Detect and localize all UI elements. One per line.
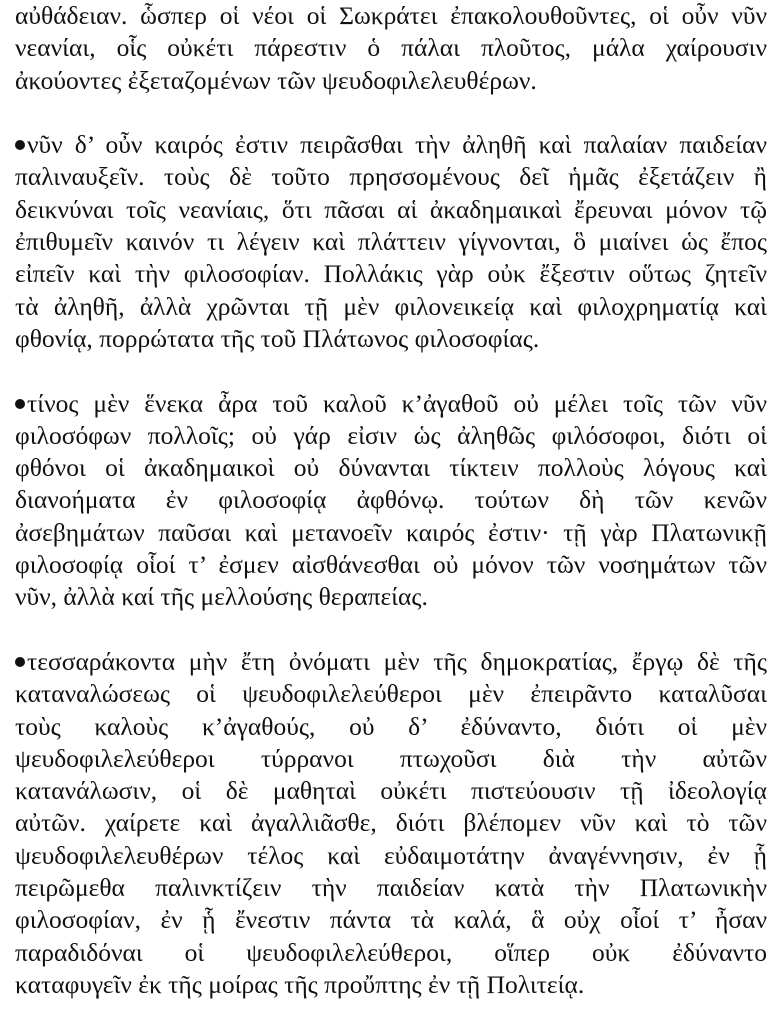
- paragraph-bullet-2: [15, 388, 767, 614]
- text-line: φιλοσοφίαν, ἐν ᾗ ἔνεστιν πάντα τὰ καλά, ἃ οὐχ οἷοί τ’ ἦσαν: [15, 905, 767, 935]
- text-line-content: νῦν δ’ οὖν καιρός ἐστιν πειρᾶσθαι τὴν ἀληθῆ καὶ παλαίαν παιδείαν: [27, 130, 767, 160]
- text-line: φθόνοι οἱ ἀκαδημαικοὶ οὐ δύνανται τίκτειν πολλοὺς λόγους καὶ: [15, 453, 767, 483]
- text-line-content: τεσσαράκοντα μὴν ἔτη ὀνόματι μὲν τῆς δημοκρατίας, ἔργῳ δὲ τῆς: [27, 646, 767, 676]
- text-line: πειρῶμεθα παλινκτίζειν τὴν παιδείαν κατὰ τὴν Πλατωνικὴν: [15, 873, 767, 903]
- text-line-content: τίνος μὲν ἕνεκα ἆρα τοῦ καλοῦ κ’ἀγαθοῦ οὐ μέλει τοῖς τῶν νῦν: [27, 388, 767, 418]
- text-line: αὐτῶν. χαίρετε καὶ ἀγαλλιᾶσθε, διότι βλέπομεν νῦν καὶ τὸ τῶν: [15, 808, 767, 838]
- text-line: [15, 646, 767, 678]
- text-line: ψευδοφιλελευθέρων τέλος καὶ εὐδαιμοτάτην ἀναγέννησιν, ἐν ᾗ: [15, 840, 767, 870]
- text-line: εἰπεῖν καὶ τὴν φιλοσοφίαν. Πολλάκις γὰρ οὐκ ἔξεστιν οὕτως ζητεῖν: [15, 259, 767, 289]
- paragraph-intro: [15, 0, 767, 97]
- text-line: [15, 129, 767, 161]
- text-line: καταναλώσεως οἱ ψευδοφιλελεύθεροι μὲν ἐπειρᾶντο καταλῦσαι: [15, 679, 767, 709]
- text-line: φθονίᾳ, πορρώτατα τῆς τοῦ Πλάτωνος φιλοσοφίας.: [15, 323, 540, 353]
- text-line: διανοήματα ἐν φιλοσοφίᾳ ἀφθόνῳ. τούτων δὴ τῶν κενῶν: [15, 485, 767, 515]
- bullet-icon: [15, 140, 25, 150]
- text-line: καταφυγεῖν ἐκ τῆς μοίρας τῆς προὔπτης ἐν τῇ Πολιτείᾳ.: [15, 969, 585, 999]
- text-line: τὰ ἀληθῆ, ἀλλὰ χρῶνται τῇ μὲν φιλονεικείᾳ καὶ φιλοχρηματίᾳ καὶ: [15, 291, 767, 321]
- text-line: ἀκούοντες ἐξεταζομένων τῶν ψευδοφιλελευθέρων.: [15, 65, 537, 95]
- text-line: [15, 388, 767, 420]
- text-line: ἐπιθυμεῖν καινόν τι λέγειν καὶ πλάττειν γίγνονται, ὃ μιαίνει ὡς ἔπος: [15, 227, 767, 257]
- text-line: τοὺς καλοὺς κ’ἀγαθούς, οὐ δ’ ἐδύναντο, διότι οἱ μὲν: [15, 711, 767, 741]
- text-line: ψευδοφιλελεύθεροι τύρρανοι πτωχοῦσι διὰ τὴν αὐτῶν: [15, 743, 767, 773]
- text-line: δεικνύναι τοῖς νεανίαις, ὅτι πᾶσαι αἱ ἀκαδημαικαὶ ἔρευναι μόνον τῷ: [15, 194, 767, 224]
- text-line: παραδιδόναι οἱ ψευδοφιλελεύθεροι, οἵπερ οὐκ ἐδύναντο: [15, 937, 767, 967]
- text-line: αὐθάδειαν. ὧσπερ οἱ νέοι οἱ Σωκράτει ἐπακολουθοῦντες, οἱ οὖν νῦν: [15, 1, 767, 30]
- text-line: φιλοσοφίᾳ οἷοί τ’ ἐσμεν αἰσθάνεσθαι οὐ μόνον τῶν νοσημάτων τῶν: [15, 550, 767, 580]
- text-line: ἀσεβημάτων παῦσαι καὶ μετανοεῖν καιρός ἐστιν· τῇ γὰρ Πλατωνικῇ: [15, 517, 767, 547]
- bullet-icon: [15, 399, 25, 409]
- document-page: [15, 0, 767, 1034]
- text-line: νεανίαι, οἷς οὐκέτι πάρεστιν ὁ πάλαι πλοῦτος, μάλα χαίρουσιν: [15, 33, 767, 63]
- text-line: νῦν, ἀλλὰ καί τῆς μελλούσης θεραπείας.: [15, 582, 428, 612]
- text-line: κατανάλωσιν, οἱ δὲ μαθηταὶ οὐκέτι πιστεύουσιν τῇ ἰδεολογίᾳ: [15, 776, 767, 806]
- paragraph-bullet-1: [15, 129, 767, 355]
- bullet-icon: [15, 657, 25, 667]
- text-line: παλιναυξεῖν. τοὺς δὲ τοῦτο πρησσομένους δεῖ ἡμᾶς ἐξετάζειν ἢ: [15, 162, 767, 192]
- paragraph-bullet-3: [15, 646, 767, 1001]
- text-line: φιλοσόφων πολλοῖς; οὐ γάρ εἰσιν ὡς ἀληθῶς φιλόσοφοι, διότι οἱ: [15, 420, 767, 450]
